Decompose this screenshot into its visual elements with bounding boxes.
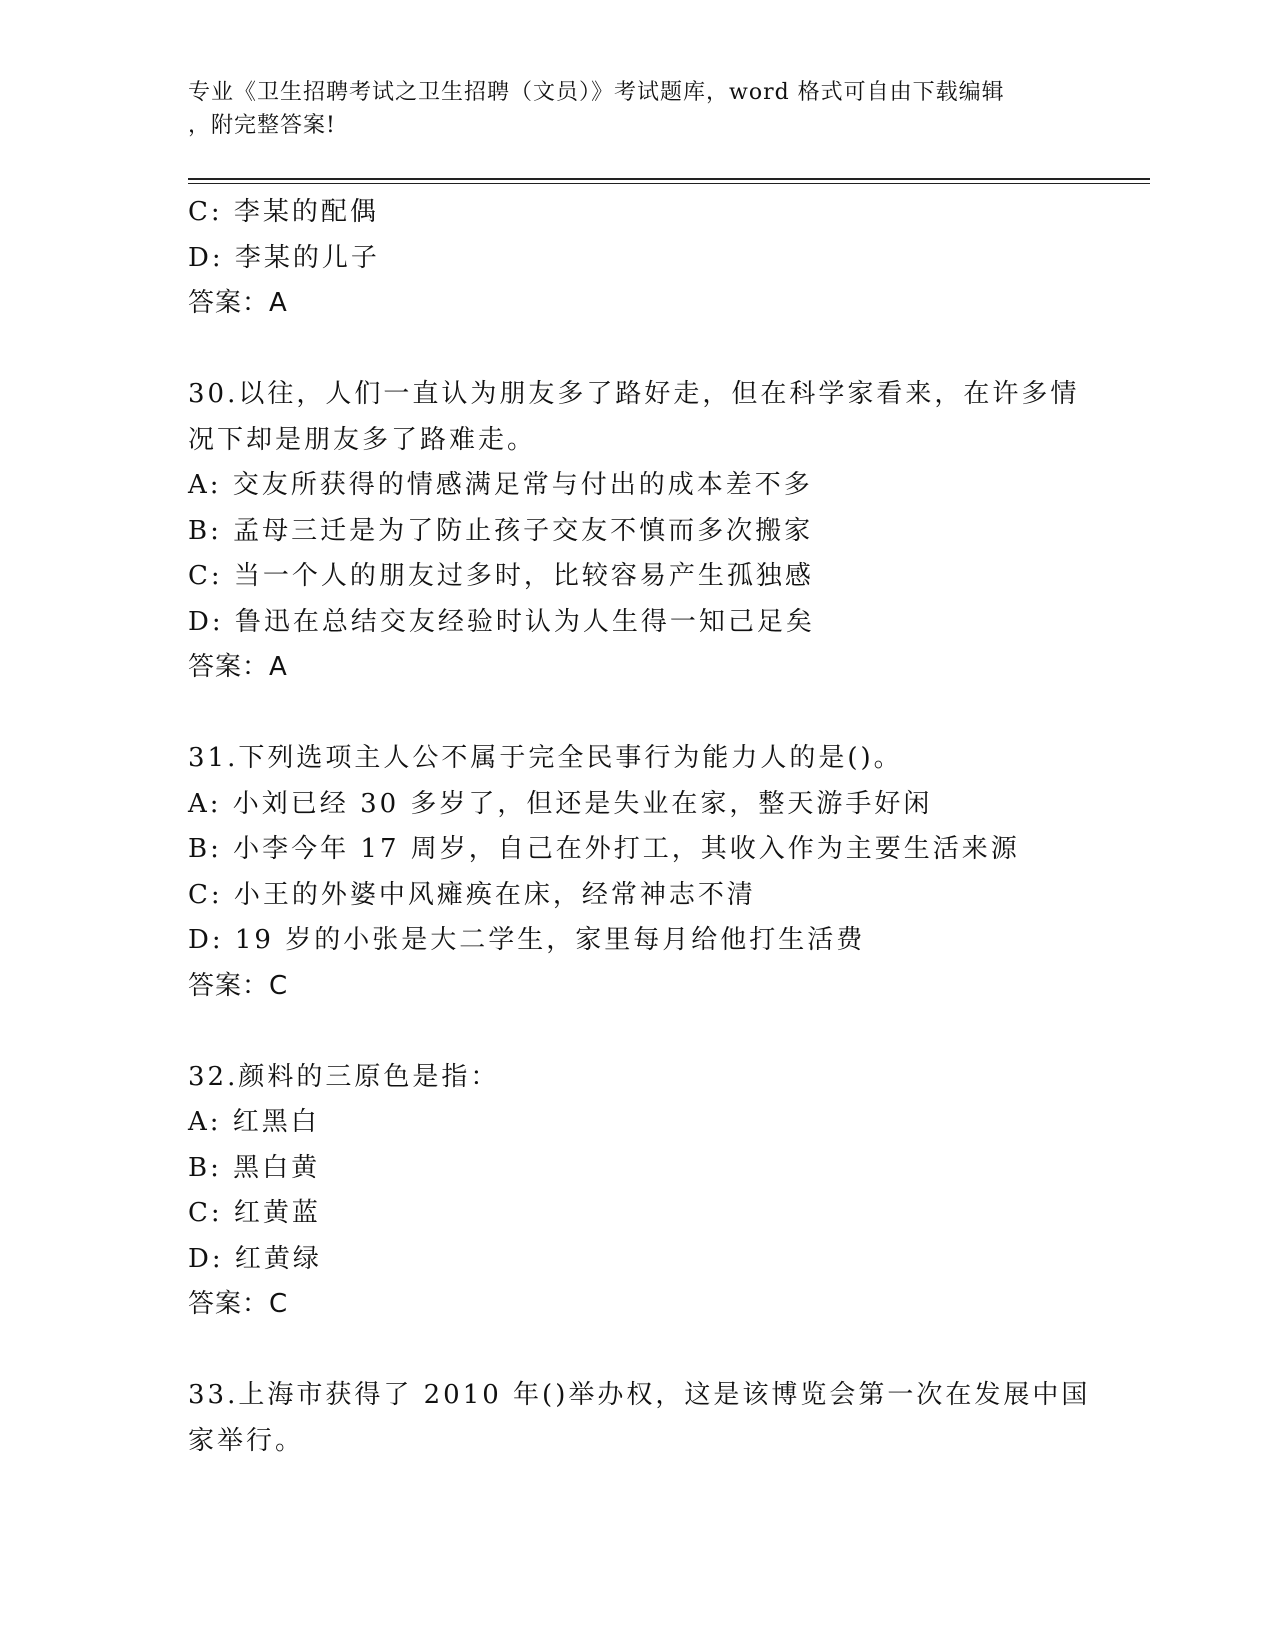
header-line-1: 专业《卫生招聘考试之卫生招聘（文员）》考试题库，word 格式可自由下载编辑 (188, 80, 1005, 105)
option-d: D: 19 岁的小张是大二学生，家里每月给他打生活费 (188, 925, 866, 955)
option-c: C: 红黄蓝 (188, 1198, 321, 1228)
option-a: A: 交友所获得的情感满足常与付出的成本差不多 (188, 470, 813, 500)
option-b: B: 黑白黄 (188, 1152, 321, 1183)
option-b: B: 小李今年 17 周岁，自己在外打工，其收入作为主要生活来源 (188, 834, 1020, 864)
question-stem: 32.颜料的三原色是指： (188, 1061, 500, 1092)
spacer (188, 1328, 1088, 1374)
option-d: D: 鲁迅在总结交友经验时认为人生得一知己足矣 (188, 606, 815, 637)
option-d: D: 红黄绿 (188, 1243, 322, 1274)
question-stem: 31.下列选项主人公不属于完全民事行为能力人的是()。 (188, 743, 903, 773)
question-33 (188, 1373, 1091, 1464)
question-stem: 33.上海市获得了 2010 年()举办权，这是该博览会第一次在发展中国 (188, 1380, 1091, 1410)
spacer (188, 691, 1088, 737)
question-stem: 30.以往，人们一直认为朋友多了路好走，但在科学家看来，在许多情 (188, 379, 1080, 409)
option-a: A: 红黑白 (188, 1107, 320, 1137)
header-divider-thick (188, 178, 1150, 180)
spacer (188, 327, 1088, 373)
header-divider-thin (188, 183, 1150, 184)
option-c: C: 李某的配偶 (188, 197, 379, 227)
question-stem-cont: 况下却是朋友多了路难走。 (188, 424, 537, 455)
option-c: C: 当一个人的朋友过多时，比较容易产生孤独感 (188, 561, 814, 591)
question-32 (188, 1055, 1088, 1328)
question-31 (188, 736, 1088, 1009)
answer: 答案：C (188, 1289, 289, 1319)
question-stem-cont: 家举行。 (188, 1425, 305, 1456)
answer: 答案：A (188, 652, 288, 682)
question-29-tail (188, 190, 1088, 327)
option-b: B: 孟母三迁是为了防止孩子交友不慎而多次搬家 (188, 515, 814, 546)
answer: 答案：A (188, 288, 288, 318)
option-c: C: 小王的外婆中风瘫痪在床，经常神志不清 (188, 879, 756, 910)
document-body (188, 190, 1091, 1464)
header-line-2: ，附完整答案! (188, 113, 336, 138)
option-a: A: 小刘已经 30 多岁了，但还是失业在家，整天游手好闲 (188, 788, 933, 819)
option-d: D: 李某的儿子 (188, 242, 380, 273)
document-header (188, 76, 1068, 142)
spacer (188, 1009, 1088, 1055)
question-30 (188, 372, 1088, 691)
answer: 答案：C (188, 970, 289, 1001)
